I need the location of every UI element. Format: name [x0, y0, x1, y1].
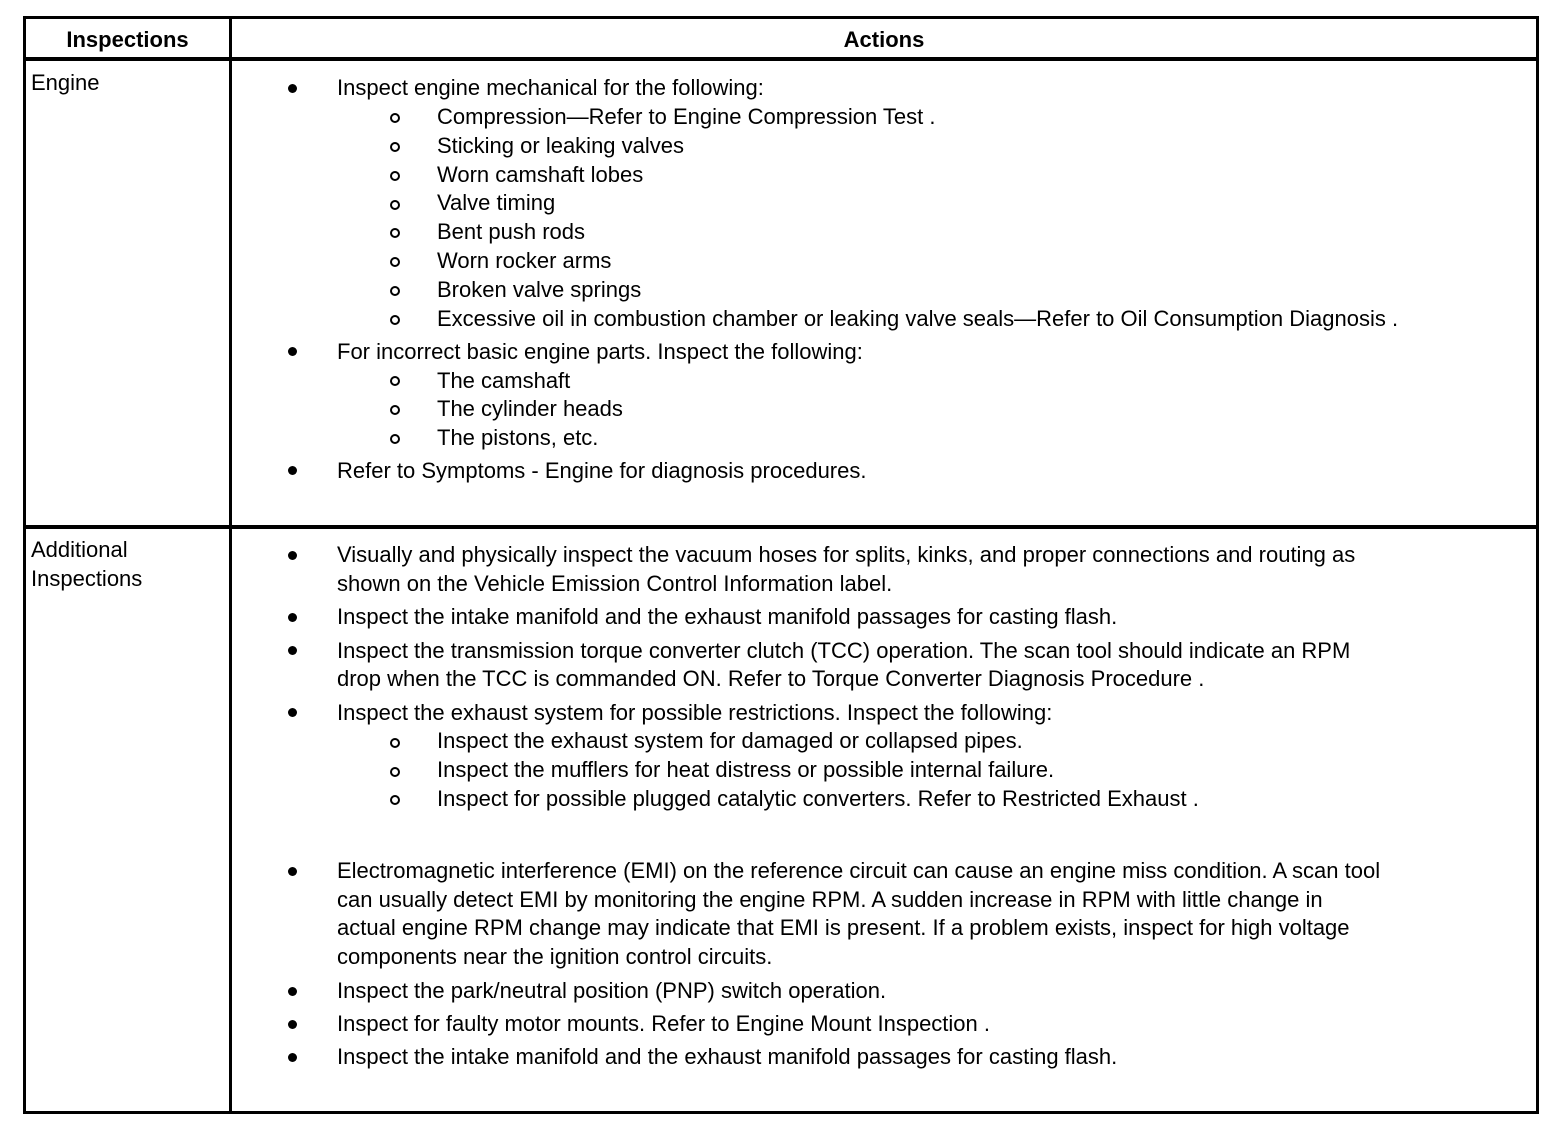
sub-bullet: [390, 376, 400, 386]
action-item: Inspect the exhaust system for possible restrictions. Inspect the following:: [337, 700, 1053, 725]
bullet: [288, 867, 297, 876]
bullet: [288, 1053, 297, 1062]
sub-item: Valve timing: [437, 190, 556, 215]
action-item: Inspect engine mechanical for the following:: [337, 75, 764, 100]
action-item: Visually and physically inspect the vacuum hoses for splits, kinks, and proper connections and routing as: [337, 542, 1356, 567]
inspection-table: [23, 16, 1539, 1114]
action-item: Inspect the transmission torque converter clutch (TCC) operation. The scan tool should indicate an RPM: [337, 638, 1351, 663]
sub-bullet: [390, 434, 400, 444]
sub-item: Compression—Refer to Engine Compression Test .: [437, 104, 936, 129]
sub-item: The pistons, etc.: [437, 425, 599, 450]
sub-item: Inspect the exhaust system for damaged or collapsed pipes.: [437, 728, 1023, 753]
sub-item: Worn rocker arms: [437, 248, 612, 273]
sub-item: The cylinder heads: [437, 396, 623, 421]
sub-item: Inspect the mufflers for heat distress or possible internal failure.: [437, 757, 1055, 782]
action-item: actual engine RPM change may indicate that EMI is present. If a problem exists, inspect for high voltage: [337, 915, 1350, 940]
header-inspections: Inspections: [66, 27, 189, 52]
bullet: [288, 646, 297, 655]
sub-bullet: [390, 113, 400, 123]
action-item: Electromagnetic interference (EMI) on the reference circuit can cause an engine miss condition. A scan tool: [337, 858, 1381, 883]
sub-item: Sticking or leaking valves: [437, 133, 685, 158]
sub-bullet: [390, 795, 400, 805]
sub-bullet: [390, 767, 400, 777]
sub-bullet: [390, 142, 400, 152]
bullet: [288, 347, 297, 356]
row-label-additional: Additional: [31, 537, 128, 562]
row-label-additional: Inspections: [31, 566, 143, 591]
action-item: drop when the TCC is commanded ON. Refer to Torque Converter Diagnosis Procedure .: [337, 666, 1205, 691]
sub-item: Inspect for possible plugged catalytic converters. Refer to Restricted Exhaust .: [437, 786, 1199, 811]
sub-bullet: [390, 738, 400, 748]
action-item: components near the ignition control circuits.: [337, 944, 773, 969]
bullet: [288, 1020, 297, 1029]
row-divider: [26, 525, 1536, 529]
action-item: Inspect the intake manifold and the exhaust manifold passages for casting flash.: [337, 604, 1118, 629]
sub-bullet: [390, 200, 400, 210]
action-item: shown on the Vehicle Emission Control Information label.: [337, 571, 893, 596]
bullet: [288, 551, 297, 560]
bullet: [288, 708, 297, 717]
column-divider: [229, 19, 232, 1111]
sub-bullet: [390, 228, 400, 238]
sub-bullet: [390, 286, 400, 296]
action-item: can usually detect EMI by monitoring the engine RPM. A sudden increase in RPM with little change in: [337, 887, 1323, 912]
sub-item: Worn camshaft lobes: [437, 162, 644, 187]
sub-bullet: [390, 257, 400, 267]
header-actions: Actions: [843, 27, 925, 52]
bullet: [288, 613, 297, 622]
action-item: Refer to Symptoms - Engine for diagnosis procedures.: [337, 458, 867, 483]
action-item: Inspect the park/neutral position (PNP) switch operation.: [337, 978, 887, 1003]
action-item: Inspect for faulty motor mounts. Refer to Engine Mount Inspection .: [337, 1011, 990, 1036]
sub-bullet: [390, 405, 400, 415]
action-item: Inspect the intake manifold and the exhaust manifold passages for casting flash.: [337, 1044, 1118, 1069]
sub-bullet: [390, 315, 400, 325]
action-item: For incorrect basic engine parts. Inspect the following:: [337, 339, 863, 364]
sub-item: Excessive oil in combustion chamber or leaking valve seals—Refer to Oil Consumption Diagnosis .: [437, 306, 1399, 331]
bullet: [288, 84, 297, 93]
bullet: [288, 987, 297, 996]
sub-item: Bent push rods: [437, 219, 585, 244]
bullet: [288, 466, 297, 475]
sub-item: The camshaft: [437, 368, 571, 393]
sub-bullet: [390, 171, 400, 181]
sub-item: Broken valve springs: [437, 277, 642, 302]
row-label-engine: Engine: [31, 70, 100, 95]
